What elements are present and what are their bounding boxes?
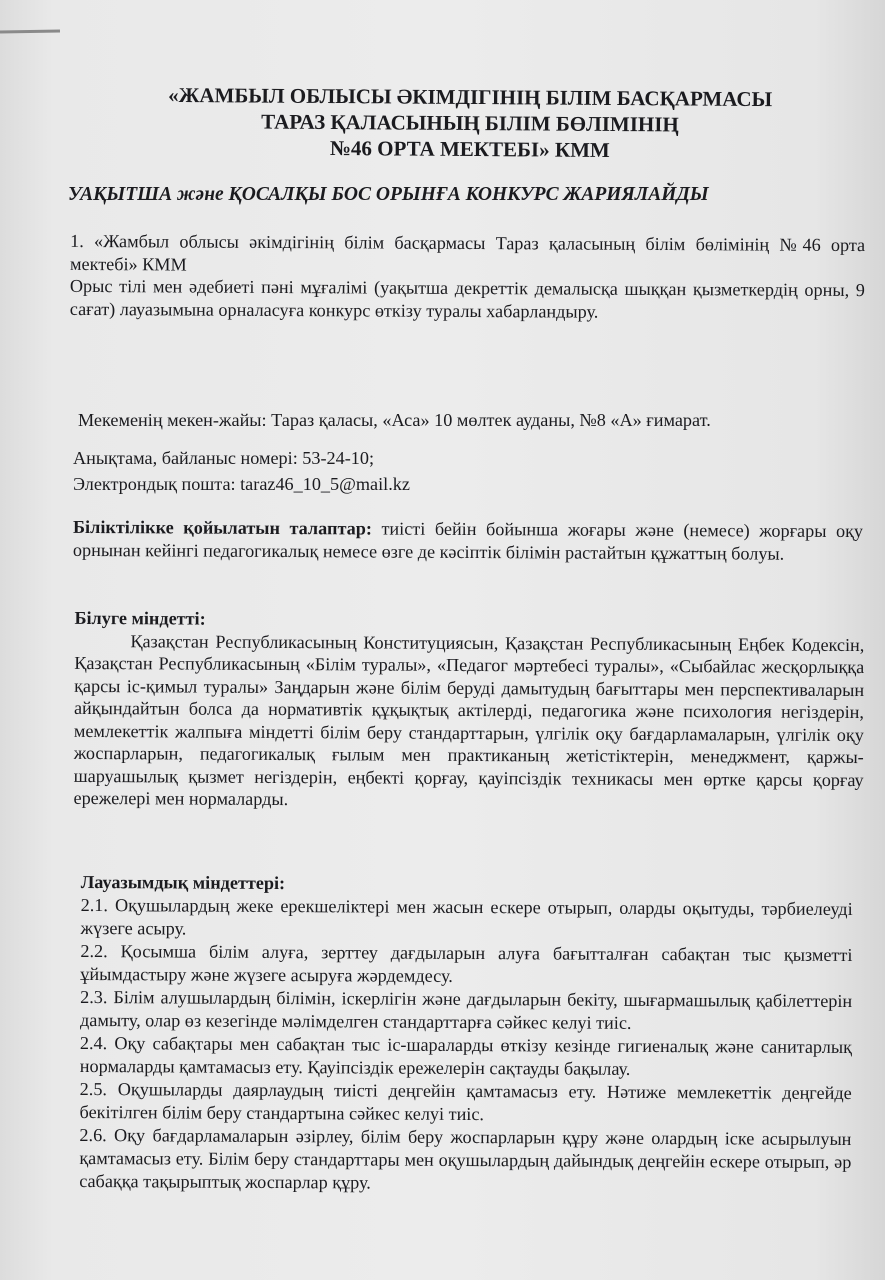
knowledge-section <box>73 607 864 814</box>
duty-item-2-6: 2.6. Оқу бағдарламаларын әзірлеу, білім беру жоспарларын құру және олардың іске асырылуын қамтамасыз ету. Білім беру стандарттары мен оқушылардың дайындық деңгейін ескере отырып, әр сабаққа тақырыптық жоспарлар құру. <box>79 1124 852 1193</box>
organization-name: 1. «Жамбыл облысы әкімдігінің білім басқармасы Тараз қаласының білім бөлімінің №46 орта мектебі» КММ <box>70 230 866 275</box>
header-line-2: ТАРАЗ ҚАЛАСЫНЫҢ БІЛІМ БӨЛІМІНІҢ <box>261 109 679 137</box>
header-line-1: «ЖАМБЫЛ ОБЛЫСЫ ӘКІМДІГІНІҢ БІЛІМ БАСҚАРМАСЫ <box>168 82 773 112</box>
contact-phone: Анықтама, байланыс номері: 53-24-10; <box>73 448 375 468</box>
qualification-text: тиісті бейін бойынша жоғары және (немесе) жорғары оқу орнынан кейінгі педагогикалық немесе өзге де кәсіптік білімін растайтын құжаттың болуы. <box>72 518 864 564</box>
duties-label: Лауазымдық міндеттері: <box>80 871 286 894</box>
duty-item-2-5: 2.5. Оқушыларды даярлаудың тиісті деңгейін қамтамасыз ету. Нәтиже мемлекеттік деңгейде бекітілген білім беру стандартына сәйкес келуі тиіс. <box>79 1078 852 1125</box>
pin-mark <box>0 29 60 33</box>
knowledge-text: Қазақстан Республикасының Конституциясын, Қазақстан Республикасының Еңбек Кодексін, Қазақстан Республикасының «Білім туралы», «Педагог мәртебесі туралы», «Сыбайлас жесқорлыққа қарсы іс-қимыл туралы» Заңдарын және білім беруді дамытудың бағыттары мен перспективаларын айқындайтын болса да нормативтік құқықтық актілерді, педагогика және психология негіздерін, мемлекеттік жалпыға міндетті білім беру стандарттарын, үлгілік оқу бағдарламаларын, үлгілік оқу жоспарларын, педагогикалық ғылым мен практиканың жетістіктерін, менеджмент, қаржы-шаруашылық қызмет негіздерін, еңбекті қорғау, қауіпсіздік техникасы мен өртке қарсы қорғау ережелері мен нормаларды. <box>73 630 865 810</box>
announcement-title: УАҚЫТША және ҚОСАЛҚЫ БОС ОРЫНҒА КОНКУРС ЖАРИЯЛАЙДЫ <box>68 184 709 205</box>
duty-item-2-2: 2.2. Қосымша білім алуға, зерттеу дағдыларын алуға бағытталған сабақтан тыс қызметті ұйымдастыру және жүзеге асыруға жәрдемдесу. <box>80 940 853 986</box>
duty-item-2-3: 2.3. Білім алушылардың білімін, іскерлігін және дағдыларын бекіту, шығармашылық қабілеттерін дамыту, олар өз кезегінде мәлімделген стандарттарға сәйкес келуі тиіс. <box>80 986 853 1033</box>
document-header <box>0 81 885 166</box>
knowledge-label: Білуге міндетті: <box>74 607 206 629</box>
duties-section <box>79 871 853 1197</box>
contact-email: Электрондық пошта: taraz46_10_5@mail.kz <box>73 474 410 494</box>
contact-info <box>73 445 410 497</box>
header-line-3: №46 ОРТА МЕКТЕБІ» КММ <box>329 136 610 162</box>
duty-item-2-4: 2.4. Оқу сабақтары мен сабақтан тыс іс-шараларды өткізу кезінде гигиеналық және санитарлық нормаларды қамтамасыз ету. Қауіпсіздік ережелерін сақтауды бақылау. <box>79 1032 852 1079</box>
position-description: Орыс тілі мен әдебиеті пәні мұғалімі (уақытша декреттік демалысқа шыққан қызметкердің орны, 9 сағат) лауазымына орналасуға конкурс өткізу туралы хабарландыру. <box>69 275 865 322</box>
intro-section <box>70 230 865 324</box>
address: Мекеменің мекен-жайы: Тараз қаласы, «Аса» 10 мөлтек ауданы, №8 «А» ғимарат. <box>78 410 711 430</box>
qualification-section <box>73 516 863 565</box>
duty-item-2-1: 2.1. Оқушылардың жеке ерекшеліктері мен жасын ескере отырып, оларды оқытуды, тәрбиелеуді жүзеге асыру. <box>80 894 853 939</box>
qualification-label: Біліктілікке қойылатын талаптар: <box>73 516 372 539</box>
